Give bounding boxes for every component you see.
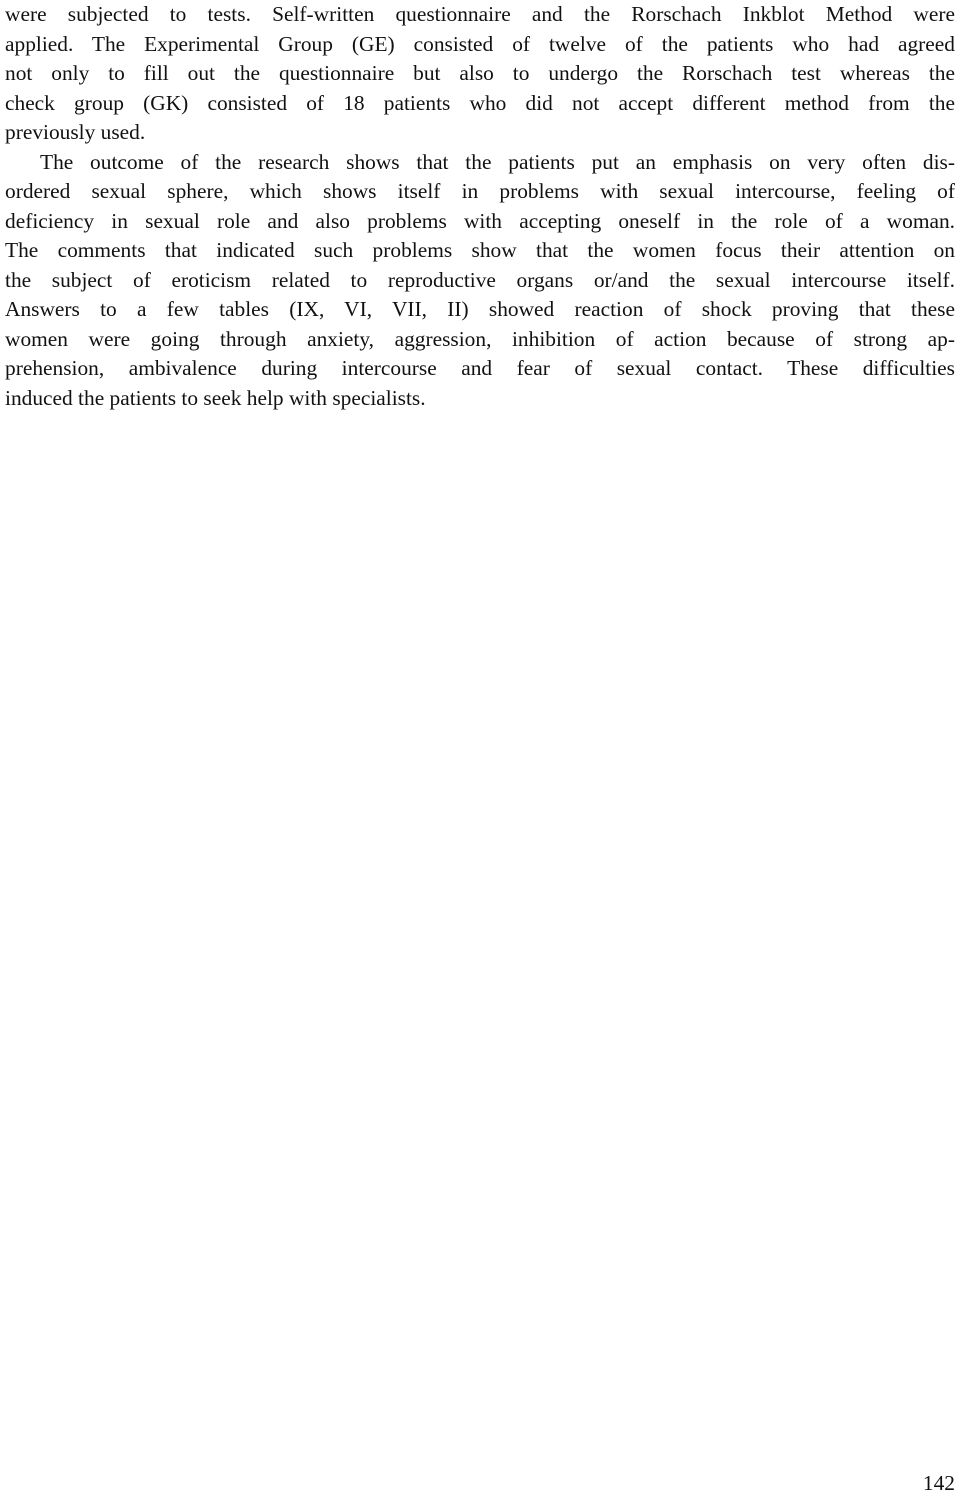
text-line: women were going through anxiety, aggression, inhibition of action because of strong ap-	[5, 326, 955, 351]
text-line: The comments that indicated such problems show that the women focus their attention on	[5, 238, 955, 262]
text-line: prehension, ambivalence during intercourse and fear of sexual contact. These difficulties	[5, 356, 955, 380]
text-line: were subjected to tests. Self-written questionnaire and the Rorschach Inkblot Method were	[5, 2, 955, 26]
paragraph-results	[5, 148, 955, 414]
text-line: check group (GK) consisted of 18 patients who did not accept different method from the	[5, 90, 955, 115]
text-line: previously used.	[5, 120, 146, 144]
text-line: not only to fill out the questionnaire but also to undergo the Rorschach test whereas the	[5, 61, 955, 85]
text-line: Answers to a few tables (IX, VI, VII, II) showed reaction of shock proving that these	[5, 297, 955, 321]
text-line: induced the patients to seek help with specialists.	[5, 385, 426, 410]
text-line: deficiency in sexual role and also problems with accepting oneself in the role of a woman.	[5, 208, 955, 233]
paragraph-methods	[5, 0, 955, 148]
page-body	[5, 0, 955, 413]
text-line: the subject of eroticism related to reproductive organs or/and the sexual intercourse itself.	[5, 267, 955, 292]
text-line: applied. The Experimental Group (GE) consisted of twelve of the patients who had agreed	[5, 31, 955, 56]
page-number: 142	[922, 1471, 955, 1495]
text-line: ordered sexual sphere, which shows itself in problems with sexual intercourse, feeling of	[5, 179, 955, 203]
text-line: The outcome of the research shows that the patients put an emphasis on very often dis-	[40, 149, 955, 174]
